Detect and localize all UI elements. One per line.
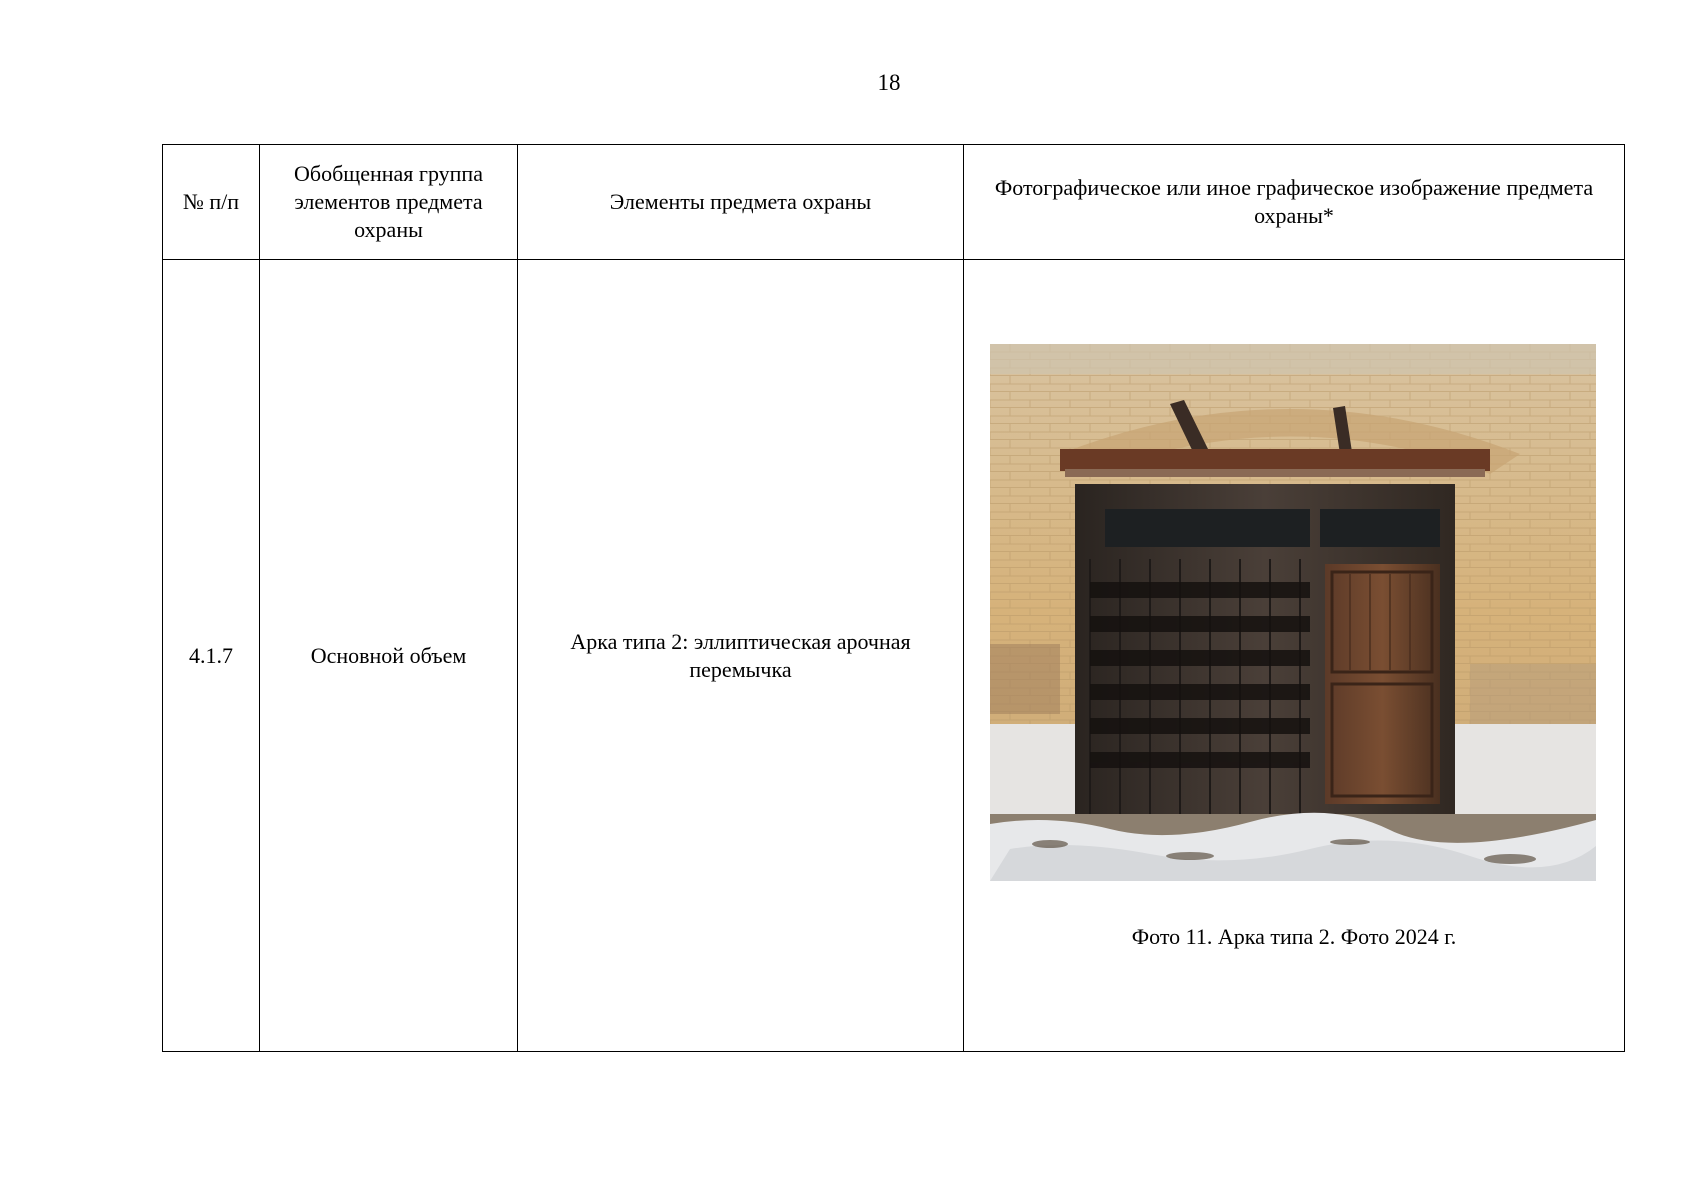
photo-arch-gate (990, 344, 1596, 881)
header-group: Обобщенная группа элементов предмета охраны (260, 145, 518, 260)
table-header-row (163, 145, 1625, 260)
cell-group: Основной объем (260, 260, 518, 1052)
cell-number: 4.1.7 (163, 260, 260, 1052)
header-number: № п/п (163, 145, 260, 260)
page-number: 18 (877, 70, 901, 95)
cell-photo (964, 260, 1625, 1052)
header-image: Фотографическое или иное графическое изображение предмета охраны* (964, 145, 1625, 260)
protection-table (162, 144, 1625, 1052)
table-row (163, 260, 1625, 1052)
cell-element: Арка типа 2: эллиптическая арочная перемычка (518, 260, 964, 1052)
photo-caption: Фото 11. Арка типа 2. Фото 2024 г. (1131, 924, 1457, 949)
header-elements: Элементы предмета охраны (518, 145, 964, 260)
